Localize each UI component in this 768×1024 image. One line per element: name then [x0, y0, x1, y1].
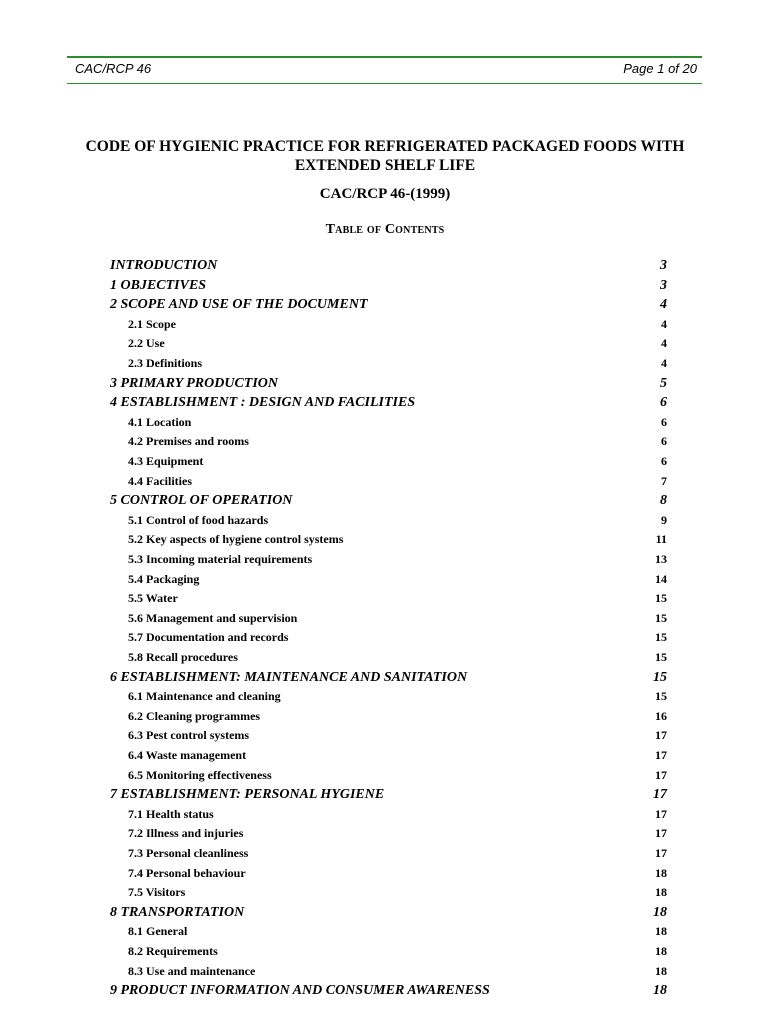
toc-entry-page: 4 — [661, 356, 667, 370]
toc-entry-page: 18 — [655, 885, 667, 900]
toc-entry-page: 17 — [655, 748, 667, 762]
toc-entry-page: 18 — [655, 963, 667, 978]
header-rule-bottom — [67, 83, 702, 84]
toc-entry-page: 14 — [655, 571, 667, 586]
toc-entry-label: 4.2 Premises and rooms — [128, 434, 249, 449]
toc-entry-label: 8.1 General — [128, 924, 188, 939]
toc-entry-label: 8.3 Use and maintenance — [128, 963, 256, 978]
toc-entry-label: 5.2 Key aspects of hygiene control systems — [128, 532, 344, 547]
toc-entry-page: 6 — [661, 414, 667, 429]
toc-entry-label: 7.3 Personal cleanliness — [128, 846, 249, 860]
toc-entry-label: 4 ESTABLISHMENT : DESIGN AND FACILITIES — [110, 395, 416, 411]
toc-entry-page: 15 — [655, 630, 667, 645]
toc-entry-label: 5 CONTROL OF OPERATION — [110, 493, 293, 509]
toc-entry-page: 17 — [653, 787, 667, 803]
toc-entry-page: 3 — [660, 277, 667, 293]
toc-entry-page: 16 — [655, 708, 667, 723]
toc-entry-label: 7.5 Visitors — [128, 885, 186, 900]
header-page-number: Page 1 of 20 — [623, 61, 697, 76]
toc-entry-page: 13 — [655, 552, 667, 566]
toc-entry-label: 6 ESTABLISHMENT: MAINTENANCE AND SANITATION — [110, 669, 468, 685]
header-document-code: CAC/RCP 46 — [75, 61, 152, 76]
toc-entry-label: 6.1 Maintenance and cleaning — [128, 689, 281, 704]
toc-entry-page: 15 — [655, 689, 667, 704]
toc-entry-label: 2.3 Definitions — [128, 356, 203, 370]
toc-entry-page: 4 — [661, 336, 667, 351]
toc-entry-page: 18 — [653, 983, 667, 999]
toc-entry-page: 17 — [655, 728, 667, 743]
toc-entry-label: 2 SCOPE AND USE OF THE DOCUMENT — [110, 297, 368, 313]
toc-entry-label: 5.8 Recall procedures — [128, 650, 238, 664]
toc-entry-label: 4.4 Facilities — [128, 473, 192, 488]
toc-entry-label: 7 ESTABLISHMENT: PERSONAL HYGIENE — [110, 787, 385, 803]
header-rule-top — [67, 56, 702, 58]
toc-entry-page: 18 — [655, 865, 667, 880]
toc-entry-page: 17 — [655, 826, 667, 841]
toc-entry-label: 6.2 Cleaning programmes — [128, 708, 261, 723]
toc-entry-page: 17 — [655, 846, 667, 860]
toc-entry-label: 2.2 Use — [128, 336, 165, 351]
toc-entry-page: 15 — [655, 650, 667, 664]
toc-entry-label: 3 PRIMARY PRODUCTION — [110, 375, 279, 391]
toc-entry-label: 7.1 Health status — [128, 806, 214, 821]
toc-entry-page: 7 — [661, 473, 667, 488]
toc-entry-page: 15 — [655, 610, 667, 625]
toc-entry-label: 5.5 Water — [128, 591, 178, 606]
toc-entry-label: 9 PRODUCT INFORMATION AND CONSUMER AWARENESS — [110, 983, 490, 999]
toc-entry-page: 9 — [661, 512, 667, 527]
toc-entry-label: 8 TRANSPORTATION — [110, 904, 245, 920]
document-title: CODE OF HYGIENIC PRACTICE FOR REFRIGERATED PACKAGED FOODS WITH EXTENDED SHELF LIFE — [85, 138, 685, 174]
toc-entry-label: 6.5 Monitoring effectiveness — [128, 767, 272, 782]
toc-entry-label: 5.6 Management and supervision — [128, 610, 298, 625]
toc-entry-label: 5.1 Control of food hazards — [128, 512, 269, 527]
toc-entry-page: 3 — [660, 258, 667, 273]
toc-entry-label: 5.7 Documentation and records — [128, 630, 289, 645]
toc-entry-label: 8.2 Requirements — [128, 944, 218, 958]
toc-entry-label: 5.4 Packaging — [128, 571, 200, 586]
toc-entry-label: INTRODUCTION — [110, 258, 218, 273]
toc-entry-page: 5 — [660, 375, 667, 391]
toc-entry-page: 8 — [660, 493, 667, 509]
toc-entry-page: 17 — [655, 806, 667, 821]
toc-heading: Table of Contents — [325, 222, 445, 237]
toc-entry-label: 2.1 Scope — [128, 316, 176, 331]
toc-entry-label: 5.3 Incoming material requirements — [128, 552, 313, 566]
toc-entry-page: 18 — [655, 944, 667, 958]
toc-entry-page: 15 — [655, 591, 667, 606]
toc-entry-label: 4.1 Location — [128, 414, 192, 429]
toc-entry-label: 7.4 Personal behaviour — [128, 865, 246, 880]
toc-entry-label: 6.4 Waste management — [128, 748, 247, 762]
toc-entry-page: 18 — [653, 904, 667, 920]
toc-entry-label: 4.3 Equipment — [128, 454, 204, 468]
toc-entry-page: 6 — [661, 454, 667, 468]
toc-entry-page: 6 — [660, 395, 667, 411]
toc-entry-label: 1 OBJECTIVES — [110, 277, 207, 293]
toc-entry-page: 18 — [655, 924, 667, 939]
toc-entry-label: 6.3 Pest control systems — [128, 728, 250, 743]
toc-entry-page: 11 — [655, 532, 667, 547]
toc-entry-label: 7.2 Illness and injuries — [128, 826, 244, 841]
document-code: CAC/RCP 46-(1999) — [319, 186, 451, 202]
toc-entry-page: 17 — [655, 767, 667, 782]
toc-entry-page: 15 — [653, 669, 667, 685]
toc-entry-page: 6 — [661, 434, 667, 449]
toc-entry-page: 4 — [660, 297, 667, 313]
toc-entry-page: 4 — [661, 316, 667, 331]
